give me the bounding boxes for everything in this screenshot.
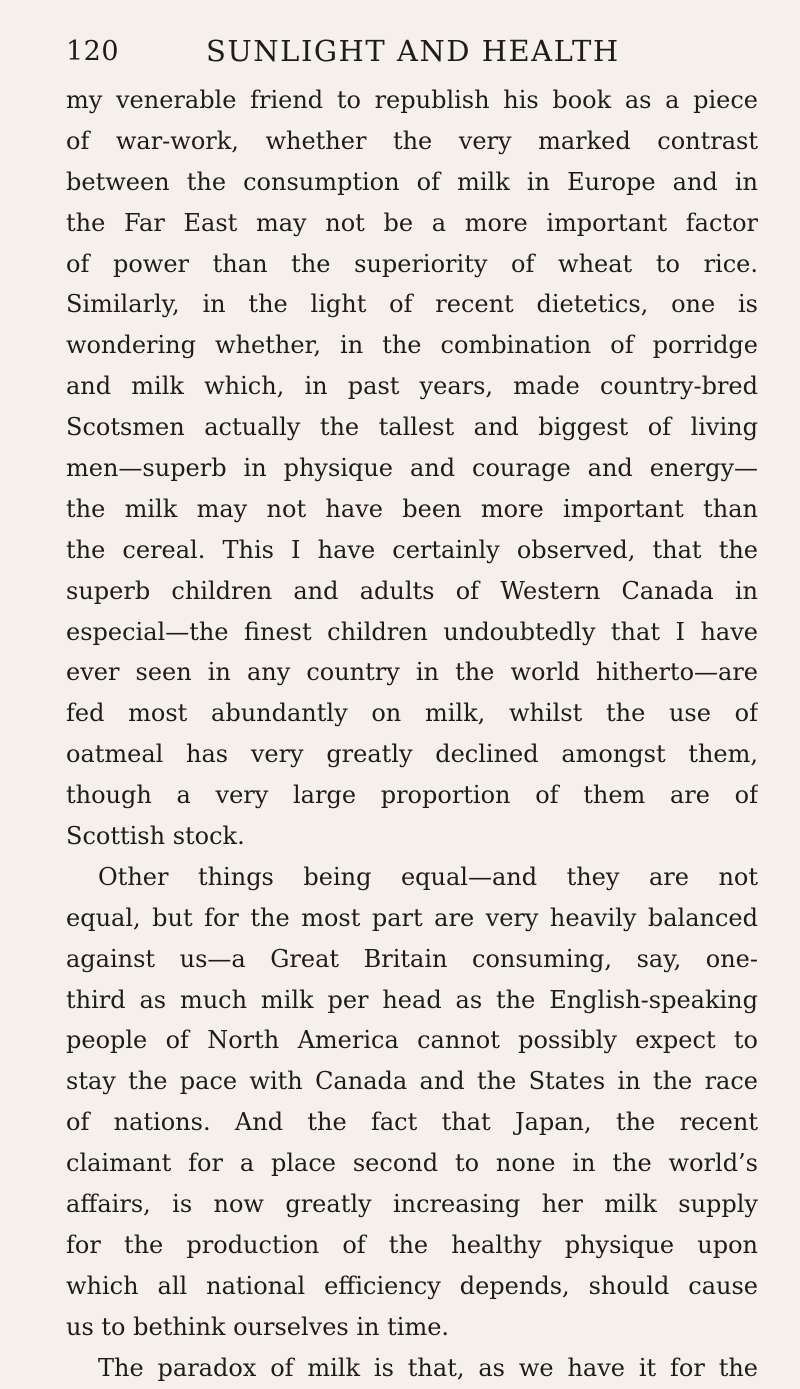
text-line: against us—a Great Britain consuming, say, one- bbox=[66, 944, 758, 973]
paragraph-start-line: The paradox of milk is that, as we have it for the bbox=[98, 1353, 758, 1382]
text-line: the milk may not have been more important than bbox=[66, 494, 758, 523]
text-line: especial—the finest children undoubtedly that I have bbox=[66, 617, 758, 646]
text-line: the cereal. This I have certainly observed, that the bbox=[66, 535, 758, 564]
paragraph-start-line: Other things being equal—and they are not bbox=[98, 862, 758, 891]
text-line: between the consumption of milk in Europe and in bbox=[66, 167, 758, 196]
text-line: equal, but for the most part are very heavily balanced bbox=[66, 903, 758, 932]
text-line: oatmeal has very greatly declined amongst them, bbox=[66, 740, 758, 769]
body-text bbox=[66, 80, 758, 1389]
text-line: claimant for a place second to none in the world’s bbox=[66, 1149, 758, 1178]
paragraph-end-line: us to bethink ourselves in time. bbox=[66, 1312, 450, 1341]
text-line: superb children and adults of Western Canada in bbox=[66, 576, 758, 605]
page-header bbox=[66, 30, 758, 74]
text-line: though a very large proportion of them are of bbox=[66, 781, 758, 810]
text-line: which all national efficiency depends, should cause bbox=[66, 1271, 758, 1300]
text-line: Scotsmen actually the tallest and biggest of living bbox=[66, 413, 758, 442]
text-line: the Far East may not be a more important factor bbox=[66, 208, 758, 237]
text-line: of war-work, whether the very marked contrast bbox=[66, 126, 758, 155]
text-line: my venerable friend to republish his book as a piece bbox=[66, 86, 758, 114]
page-number: 120 bbox=[66, 36, 120, 67]
text-line: for the production of the healthy physique upon bbox=[66, 1230, 758, 1259]
text-line: fed most abundantly on milk, whilst the use of bbox=[66, 699, 758, 728]
paragraph-end-line: Scottish stock. bbox=[66, 822, 245, 851]
text-line: of power than the superiority of wheat to rice. bbox=[66, 249, 758, 278]
text-line: men—superb in physique and courage and energy— bbox=[66, 454, 758, 483]
text-line: of nations. And the fact that Japan, the recent bbox=[66, 1108, 758, 1137]
text-line: people of North America cannot possibly expect to bbox=[66, 1026, 758, 1055]
text-line: affairs, is now greatly increasing her milk supply bbox=[66, 1190, 758, 1219]
text-line: Similarly, in the light of recent dietetics, one is bbox=[66, 290, 758, 319]
text-line: and milk which, in past years, made country-bred bbox=[66, 372, 758, 401]
text-line: wondering whether, in the combination of porridge bbox=[66, 331, 758, 360]
running-head: SUNLIGHT AND HEALTH bbox=[206, 34, 620, 68]
text-line: third as much milk per head as the English-speaking bbox=[66, 985, 758, 1014]
text-line: stay the pace with Canada and the States in the race bbox=[66, 1067, 758, 1096]
text-line: ever seen in any country in the world hitherto—are bbox=[66, 658, 758, 687]
